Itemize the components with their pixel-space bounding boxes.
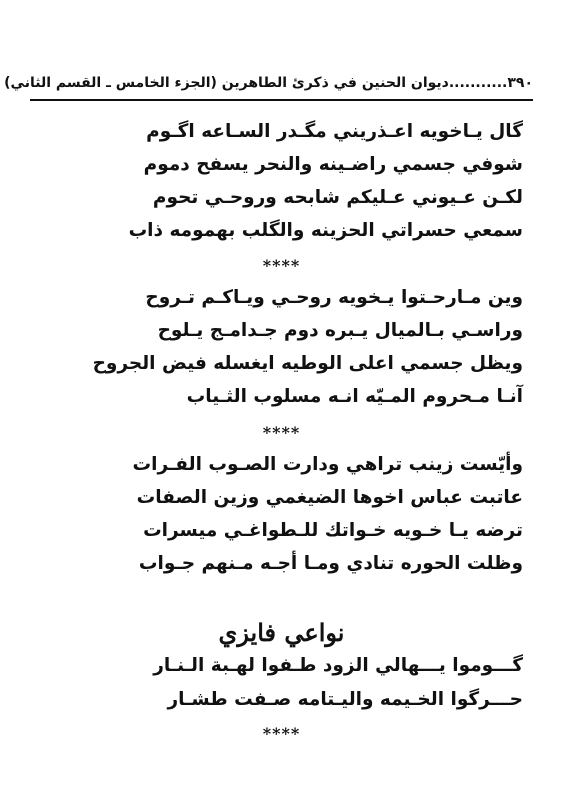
page-number: ٣٩٠ [507, 75, 533, 91]
running-header [4, 70, 533, 96]
verse-line: عاتبت عباس اخوها الضيغمي وزين الصفات [136, 487, 523, 508]
book-title: ديوان الحنين في ذكرئ الطاهرين (الجزء الخامس ـ القسم الثاني) [4, 75, 449, 91]
verse-line: ترضه يـا خـويه خـواتك للـطواغـي ميسرات [143, 520, 523, 541]
stanza-separator: **** [262, 724, 301, 743]
header-rule [30, 99, 533, 101]
verse-line: آنـا مـحروم المـيّه انـه مسلوب الثـياب [186, 386, 523, 407]
verse-line: وأيّست زينب تراهي ودارت الصـوب الفـرات [132, 454, 523, 475]
verse-line: گال يـاخويه اعـذريني مگـدر السـاعه اگـوم [146, 121, 523, 142]
verse-line: حـــرگوا الخـيمه واليـتامه صـفت طشـار [167, 689, 523, 710]
header-dots: ........... [448, 75, 508, 91]
stanza-separator: **** [262, 256, 301, 275]
verse-line: سمعي حسراتي الحزينه والگلب بهمومه ذاب [128, 220, 523, 241]
verse-line: ويظل جسمي اعلى الوطيه ايغسله فيض الجروح [92, 353, 523, 374]
verse-line: شوفي جسمي راضـينه والنحر يسفح دموم [143, 154, 523, 175]
verse-line: وين مـارحـتوا يـخويه روحـي ويـاكـم تـروح [145, 287, 523, 308]
stanza-separator: **** [262, 423, 301, 442]
page-number-group [449, 75, 533, 91]
verse-line: وظلت الحوره تنادي ومـا أجـه مـنهم جـواب [138, 553, 523, 574]
verse-line: گـــوموا يـــهالي الزود طـفوا لهـبة الـنـار [153, 655, 523, 676]
verse-line: وراسـي بـالميال يـبره دوم جـدامـج يـلوح [157, 320, 523, 341]
verse-line: لكـن عـيوني عـليكم شابحه وروحـي تحوم [152, 187, 523, 208]
section-title: نواعي فايزي [218, 618, 345, 647]
